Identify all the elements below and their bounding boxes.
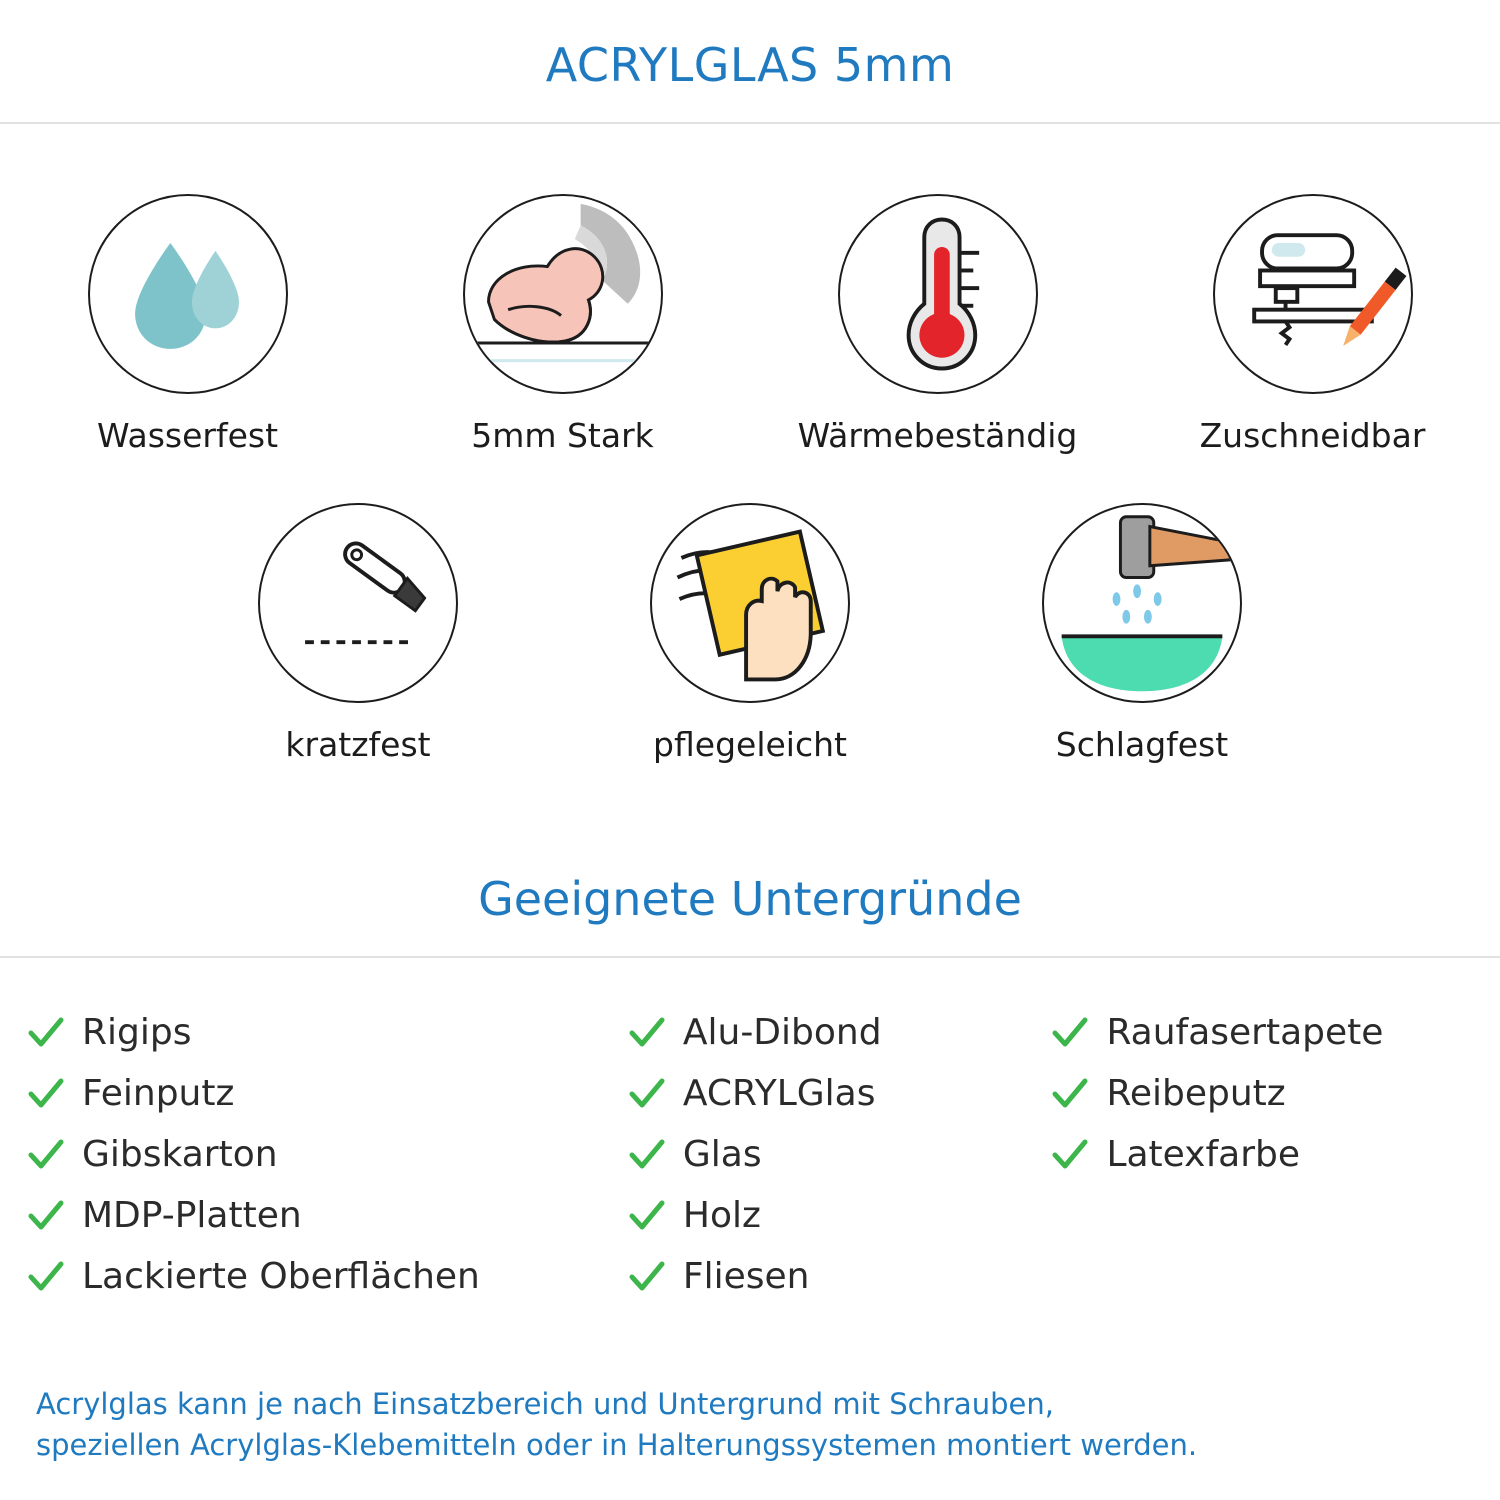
feature-label: Wärmebeständig (797, 416, 1078, 455)
check-icon (26, 1196, 66, 1236)
list-item-label: Feinputz (82, 1073, 235, 1114)
list-item-label: MDP-Platten (82, 1195, 302, 1236)
feature-kratzfest (162, 503, 554, 764)
hammer-impact-icon (1044, 503, 1240, 703)
list-item (627, 1124, 1051, 1185)
feature-label: 5mm Stark (471, 416, 654, 455)
jigsaw-cutter-icon (1215, 194, 1411, 394)
feature-icon-circle (838, 194, 1038, 394)
list-item-label: Rigips (82, 1012, 192, 1053)
list-item-label: Glas (682, 1134, 762, 1175)
check-icon (26, 1013, 66, 1053)
list-item (1050, 1063, 1474, 1124)
list-item (26, 1185, 627, 1246)
check-icon (627, 1196, 667, 1236)
feature-icon-circle (1213, 194, 1413, 394)
feature-zuschneidbar (1125, 194, 1500, 455)
features-row-1 (0, 194, 1500, 455)
list-item-label: ACRYLGlas (682, 1073, 876, 1114)
feature-icon-circle (1042, 503, 1242, 703)
feature-waermebestaendig (750, 194, 1125, 455)
substrates-column-3 (1050, 1002, 1474, 1307)
footer-note-line-2: speziellen Acrylglas-Klebemitteln oder in Halterungssystemen montiert werden. (36, 1427, 1198, 1462)
feature-label: pflegeleicht (653, 725, 847, 764)
list-item (26, 1246, 627, 1307)
list-item (26, 1002, 627, 1063)
feature-icon-circle (258, 503, 458, 703)
list-item (1050, 1124, 1474, 1185)
feature-icon-circle (650, 503, 850, 703)
features-row-2 (0, 503, 1500, 764)
check-icon (1050, 1013, 1090, 1053)
list-item (627, 1002, 1051, 1063)
substrates-list (0, 958, 1500, 1307)
list-item (26, 1124, 627, 1185)
feature-icon-circle (463, 194, 663, 394)
feature-5mm-stark (375, 194, 750, 455)
check-icon (1050, 1135, 1090, 1175)
footer-note-line-1: Acrylglas kann je nach Einsatzbereich und Untergrund mit Schrauben, (36, 1386, 1054, 1421)
substrates-column-1 (26, 1002, 627, 1307)
list-item-label: Holz (682, 1195, 761, 1236)
list-item-label: Raufasertapete (1106, 1012, 1384, 1053)
feature-schlagfest (946, 503, 1338, 764)
feature-label: Schlagfest (1055, 725, 1229, 764)
substrates-column-2 (627, 1002, 1051, 1307)
feature-label: Wasserfest (96, 416, 279, 455)
page-title: ACRYLGLAS 5mm (545, 38, 955, 92)
flexing-arm-icon (465, 194, 661, 394)
footer-note (36, 1384, 1464, 1466)
list-item (627, 1185, 1051, 1246)
substrates-title: Geeignete Untergründe (478, 872, 1022, 926)
check-icon (627, 1257, 667, 1297)
check-icon (1050, 1074, 1090, 1114)
hand-cloth-icon (652, 503, 848, 703)
feature-pflegeleicht (554, 503, 946, 764)
features-section (0, 124, 1500, 764)
feature-wasserfest (0, 194, 375, 455)
list-item-label: Alu-Dibond (682, 1012, 882, 1053)
list-item (26, 1063, 627, 1124)
feature-label: kratzfest (285, 725, 431, 764)
list-item (1050, 1002, 1474, 1063)
feature-label: Zuschneidbar (1199, 416, 1426, 455)
list-item (627, 1246, 1051, 1307)
check-icon (26, 1135, 66, 1175)
list-item-label: Fliesen (682, 1256, 810, 1297)
list-item (627, 1063, 1051, 1124)
water-drops-icon (90, 194, 286, 394)
check-icon (627, 1074, 667, 1114)
list-item-label: Lackierte Oberflächen (82, 1256, 480, 1297)
list-item-label: Gibskarton (82, 1134, 278, 1175)
knife-scratch-icon (260, 503, 456, 703)
check-icon (627, 1135, 667, 1175)
list-item-label: Latexfarbe (1106, 1134, 1301, 1175)
check-icon (627, 1013, 667, 1053)
check-icon (26, 1074, 66, 1114)
list-item-label: Reibeputz (1106, 1073, 1286, 1114)
thermometer-icon (840, 194, 1036, 394)
feature-icon-circle (88, 194, 288, 394)
check-icon (26, 1257, 66, 1297)
